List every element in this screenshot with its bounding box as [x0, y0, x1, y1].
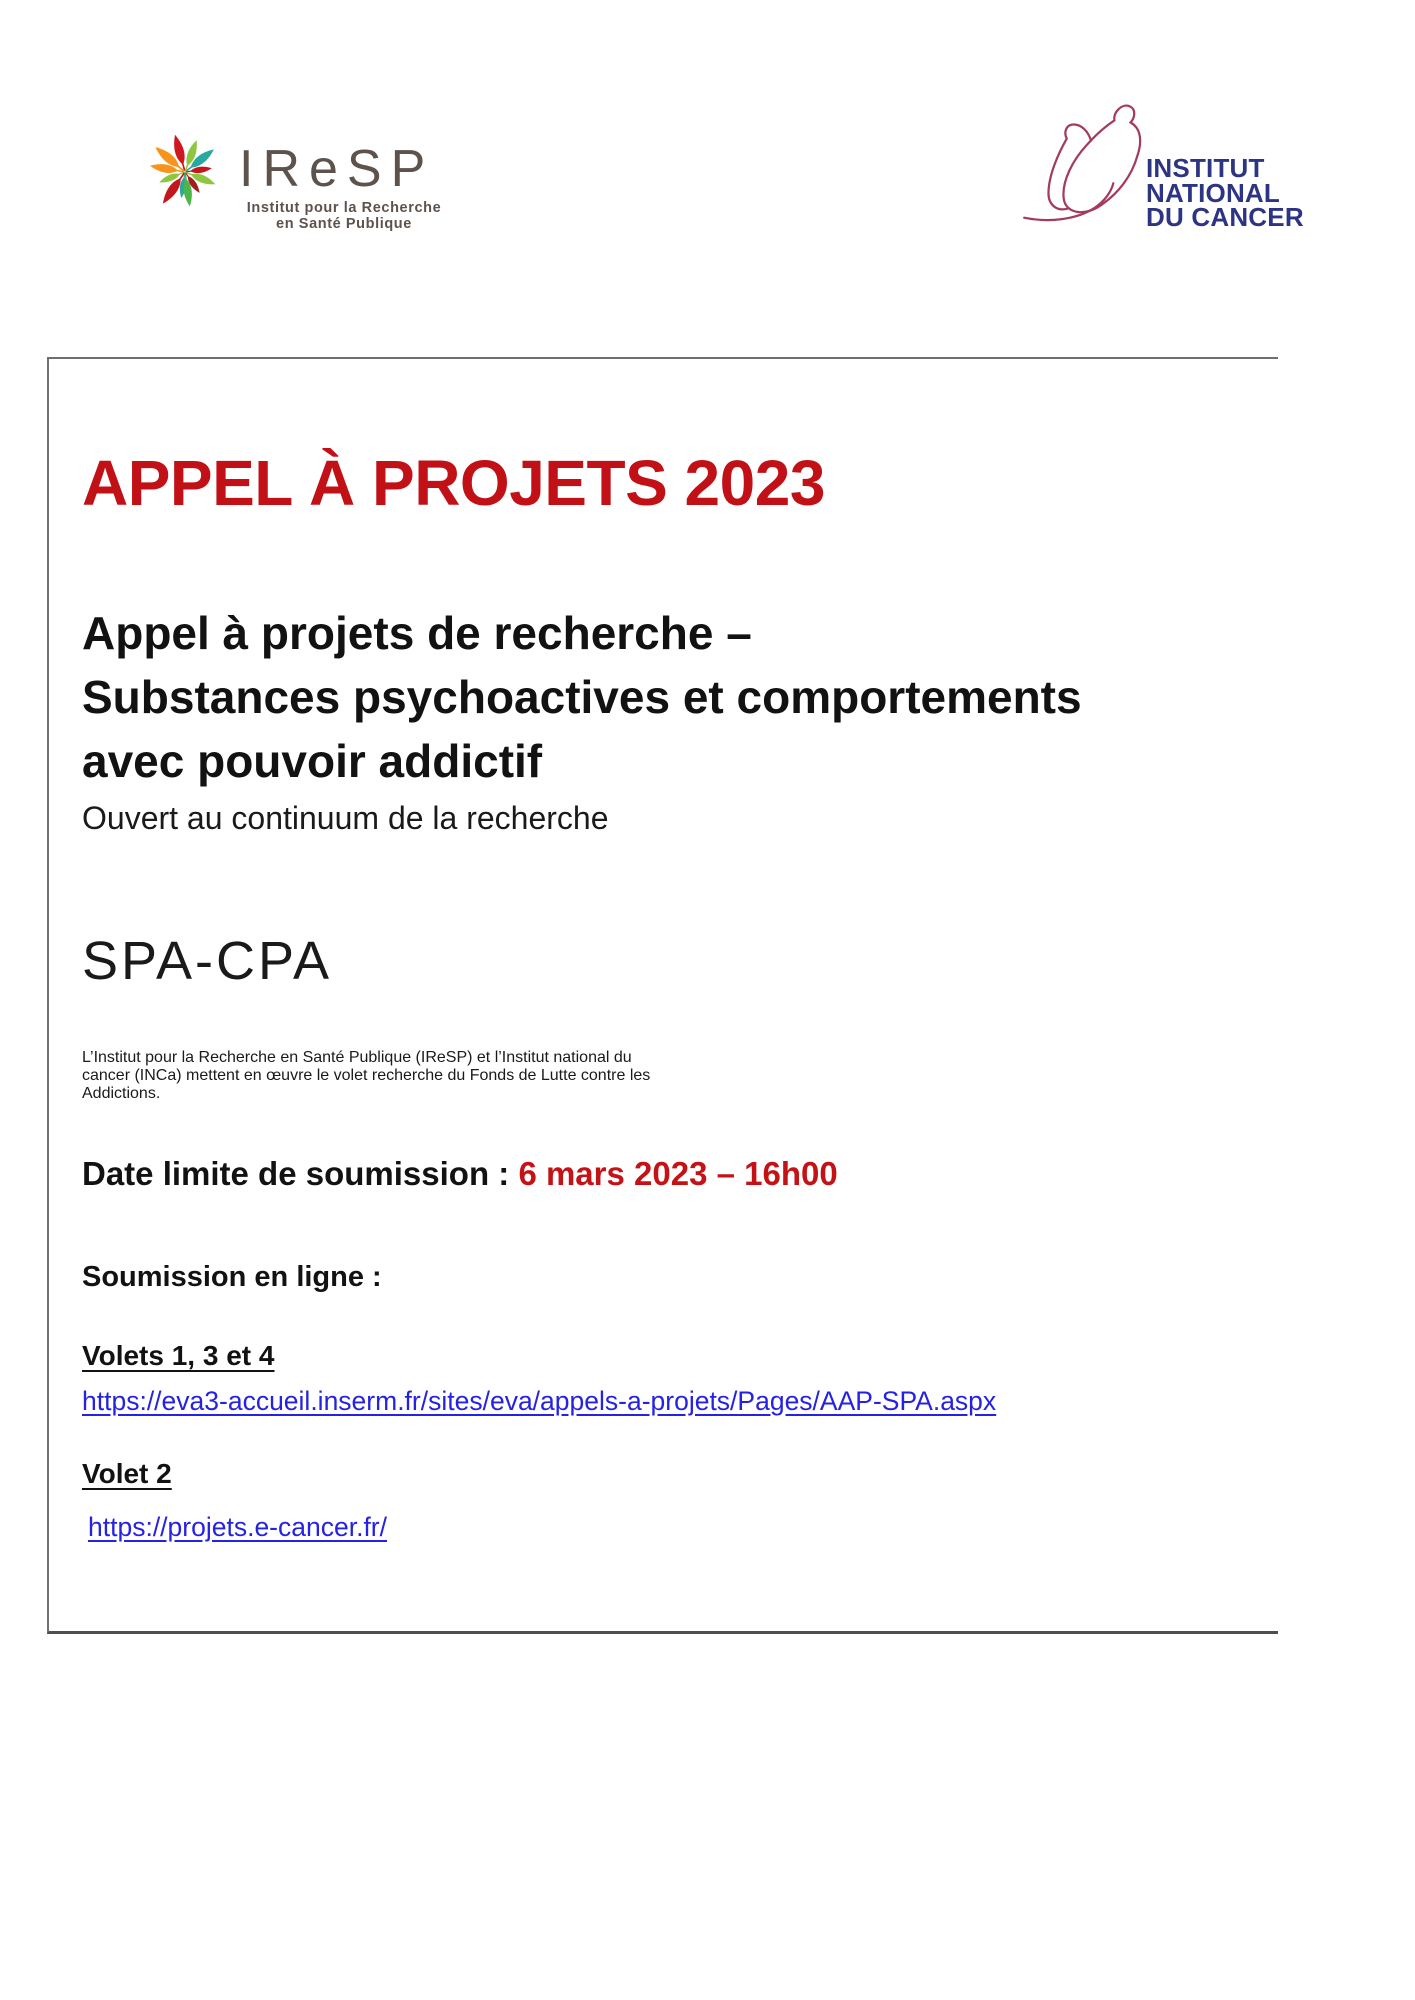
- submission-label: Soumission en ligne :: [82, 1261, 382, 1293]
- inca-logo: [1008, 96, 1318, 241]
- subject-title: [82, 601, 1238, 793]
- inca-wordmark: [1146, 153, 1304, 232]
- iresp-logo: [147, 95, 467, 240]
- intro-line1: L’Institut pour la Recherche en Santé Publique (IReSP) et l’Institut national du: [82, 1049, 632, 1066]
- subject-title-line2: Substances psychoactives et comportements: [82, 671, 1082, 723]
- iresp-tagline-line1: Institut pour la Recherche: [246, 200, 442, 216]
- inca-figure-icon: [1012, 102, 1164, 224]
- intro-line3: Addictions.: [82, 1085, 161, 1102]
- iresp-tagline: [237, 201, 451, 232]
- subject-note: Ouvert au continuum de la recherche: [82, 800, 609, 836]
- subject-title-line3: avec pouvoir addictif: [82, 735, 543, 787]
- intro-line2: cancer (INCa) mettent en œuvre le volet recherche du Fonds de Lutte contre les: [82, 1067, 651, 1084]
- deadline-line: [82, 1151, 1238, 1197]
- page-title: APPEL À PROJETS 2023: [82, 447, 825, 519]
- iresp-flower-icon: [143, 125, 227, 219]
- deadline-value: 6 mars 2023 – 16h00: [518, 1155, 838, 1192]
- inca-wordmark-line2: NATIONAL: [1146, 177, 1280, 208]
- iresp-wordmark: IReSP: [239, 140, 435, 198]
- program-code: SPA-CPA: [82, 931, 333, 991]
- content-box: [47, 357, 1278, 1634]
- volets-134-heading: Volets 1, 3 et 4: [82, 1340, 275, 1371]
- deadline-label: Date limite de soumission :: [82, 1155, 510, 1192]
- volet-2-heading: Volet 2: [82, 1458, 172, 1489]
- subject-title-line1: Appel à projets de recherche –: [82, 607, 752, 659]
- inca-wordmark-line3: DU CANCER: [1146, 202, 1304, 232]
- iresp-tagline-line2: en Santé Publique: [276, 215, 412, 232]
- volets-134-link[interactable]: https://eva3-accueil.inserm.fr/sites/eva/appels-a-projets/Pages/AAP-SPA.aspx: [82, 1386, 997, 1416]
- inca-wordmark-line1: INSTITUT: [1146, 153, 1265, 183]
- volet-2-link[interactable]: https://projets.e-cancer.fr/: [88, 1512, 387, 1542]
